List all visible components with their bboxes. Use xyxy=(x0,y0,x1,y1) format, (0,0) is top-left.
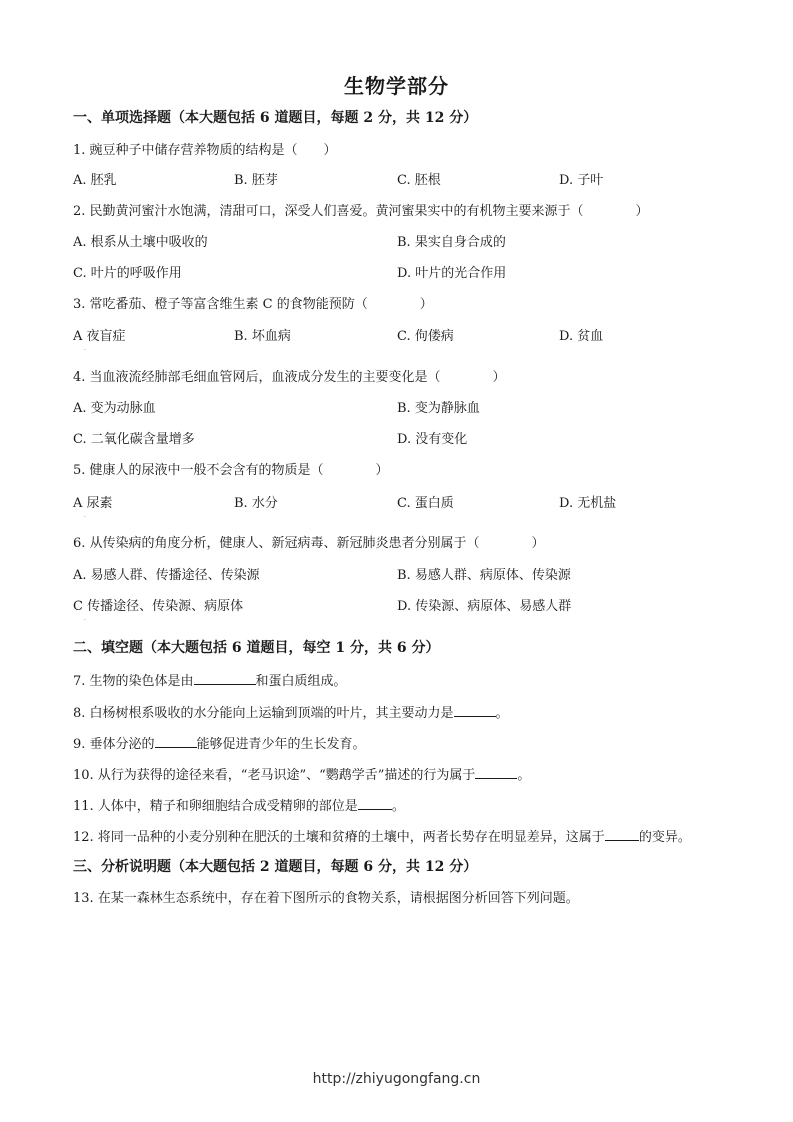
question-1-option-c: C. 胚根 xyxy=(397,173,441,188)
question-11-text-after: 。 xyxy=(391,799,405,814)
question-6-option-a: A. 易感人群、传播途径、传染源 xyxy=(73,568,260,583)
question-11 xyxy=(73,797,405,815)
question-3-option-b: B. 坏血病 xyxy=(234,329,291,344)
stray-mark: · xyxy=(84,617,86,624)
question-13-stem: 13. 在某一森林生态系统中，存在着下图所示的食物关系，请根据图分析回答下列问题。 xyxy=(73,891,579,906)
section-heading-analysis: 三、分析说明题（本大题包括 2 道题目，每题 6 分，共 12 分） xyxy=(73,859,478,875)
question-10 xyxy=(73,766,530,784)
question-5-stem: 5. 健康人的尿液中一般不会含有的物质是（ ） xyxy=(73,463,389,478)
question-7-blank[interactable] xyxy=(194,672,256,685)
question-8-text-after: 。 xyxy=(495,706,509,721)
question-12-blank[interactable] xyxy=(605,828,639,841)
question-4-option-d: D. 没有变化 xyxy=(397,432,468,447)
question-11-blank[interactable] xyxy=(358,797,392,810)
question-9-text-after: 能够促进青少年的生长发育。 xyxy=(196,737,366,752)
footer-url: http://zhiyugongfang.cn xyxy=(312,1071,481,1087)
question-2-option-c: C. 叶片的呼吸作用 xyxy=(73,266,182,281)
question-4-option-a: A. 变为动脉血 xyxy=(73,401,156,416)
question-11-text-before: 11. 人体中，精子和卵细胞结合成受精卵的部位是 xyxy=(73,799,358,814)
stray-mark: · xyxy=(84,514,86,521)
question-1-option-b: B. 胚芽 xyxy=(234,173,278,188)
section-heading-single-choice: 一、单项选择题（本大题包括 6 道题目，每题 2 分，共 12 分） xyxy=(73,110,478,126)
question-8 xyxy=(73,704,509,722)
question-6-option-d: D. 传染源、病原体、易感人群 xyxy=(397,599,572,614)
question-9 xyxy=(73,735,366,753)
question-4-option-b: B. 变为静脉血 xyxy=(397,401,480,416)
question-2-option-d: D. 叶片的光合作用 xyxy=(397,266,507,281)
question-2-option-b: B. 果实自身合成的 xyxy=(397,235,506,250)
question-12 xyxy=(73,828,691,846)
question-7 xyxy=(73,672,347,690)
question-5-option-b: B. 水分 xyxy=(234,496,278,511)
question-3-option-c: C. 佝偻病 xyxy=(397,329,454,344)
question-8-text-before: 8. 白杨树根系吸收的水分能向上运输到顶端的叶片，其主要动力是 xyxy=(73,706,454,721)
question-3-stem: 3. 常吃番茄、橙子等富含维生素 C 的食物能预防（ ） xyxy=(73,297,433,312)
question-3-option-a: A 夜盲症 xyxy=(73,329,126,344)
question-12-text-after: 的变异。 xyxy=(638,830,691,845)
question-6-option-b: B. 易感人群、病原体、传染源 xyxy=(397,568,571,583)
question-4-option-c: C. 二氧化碳含量增多 xyxy=(73,432,195,447)
page-title: 生物学部分 xyxy=(344,74,449,98)
question-7-text-after: 和蛋白质组成。 xyxy=(255,674,347,689)
question-7-text-before: 7. 生物的染色体是由 xyxy=(73,674,194,689)
question-1-option-d: D. 子叶 xyxy=(559,173,604,188)
question-3-option-d: D. 贫血 xyxy=(559,329,604,344)
question-1-stem: 1. 豌豆种子中储存营养物质的结构是（ ） xyxy=(73,143,337,158)
question-5-option-d: D. 无机盐 xyxy=(559,496,617,511)
question-9-text-before: 9. 垂体分泌的 xyxy=(73,737,155,752)
question-10-text-before: 10. 从行为获得的途径来看，“老马识途”、“鹦鹉学舌”描述的行为属于 xyxy=(73,768,476,783)
question-10-text-after: 。 xyxy=(517,768,531,783)
question-6-option-c: C 传播途径、传染源、病原体 xyxy=(73,599,244,614)
question-5-option-c: C. 蛋白质 xyxy=(397,496,454,511)
question-1-option-a: A. 胚乳 xyxy=(73,173,117,188)
question-10-blank[interactable] xyxy=(475,766,517,779)
question-5-option-a: A 尿素 xyxy=(73,496,113,511)
question-2-option-a: A. 根系从土壤中吸收的 xyxy=(73,235,208,250)
question-4-stem: 4. 当血液流经肺部毛细血管网后，血液成分发生的主要变化是（ ） xyxy=(73,370,506,385)
question-12-text-before: 12. 将同一品种的小麦分别种在肥沃的土壤和贫瘠的土壤中，两者长势存在明显差异，这属于 xyxy=(73,830,605,845)
question-6-stem: 6. 从传染病的角度分析，健康人、新冠病毒、新冠肺炎患者分别属于（ ） xyxy=(73,536,545,551)
question-8-blank[interactable] xyxy=(454,704,496,717)
stray-mark: · xyxy=(84,347,86,354)
question-9-blank[interactable] xyxy=(155,735,197,748)
question-2-stem: 2. 民勤黄河蜜汁水饱满，清甜可口，深受人们喜爱。黄河蜜果实中的有机物主要来源于（ ） xyxy=(73,204,649,219)
section-heading-fill-in: 二、填空题（本大题包括 6 道题目，每空 1 分，共 6 分） xyxy=(73,640,440,656)
